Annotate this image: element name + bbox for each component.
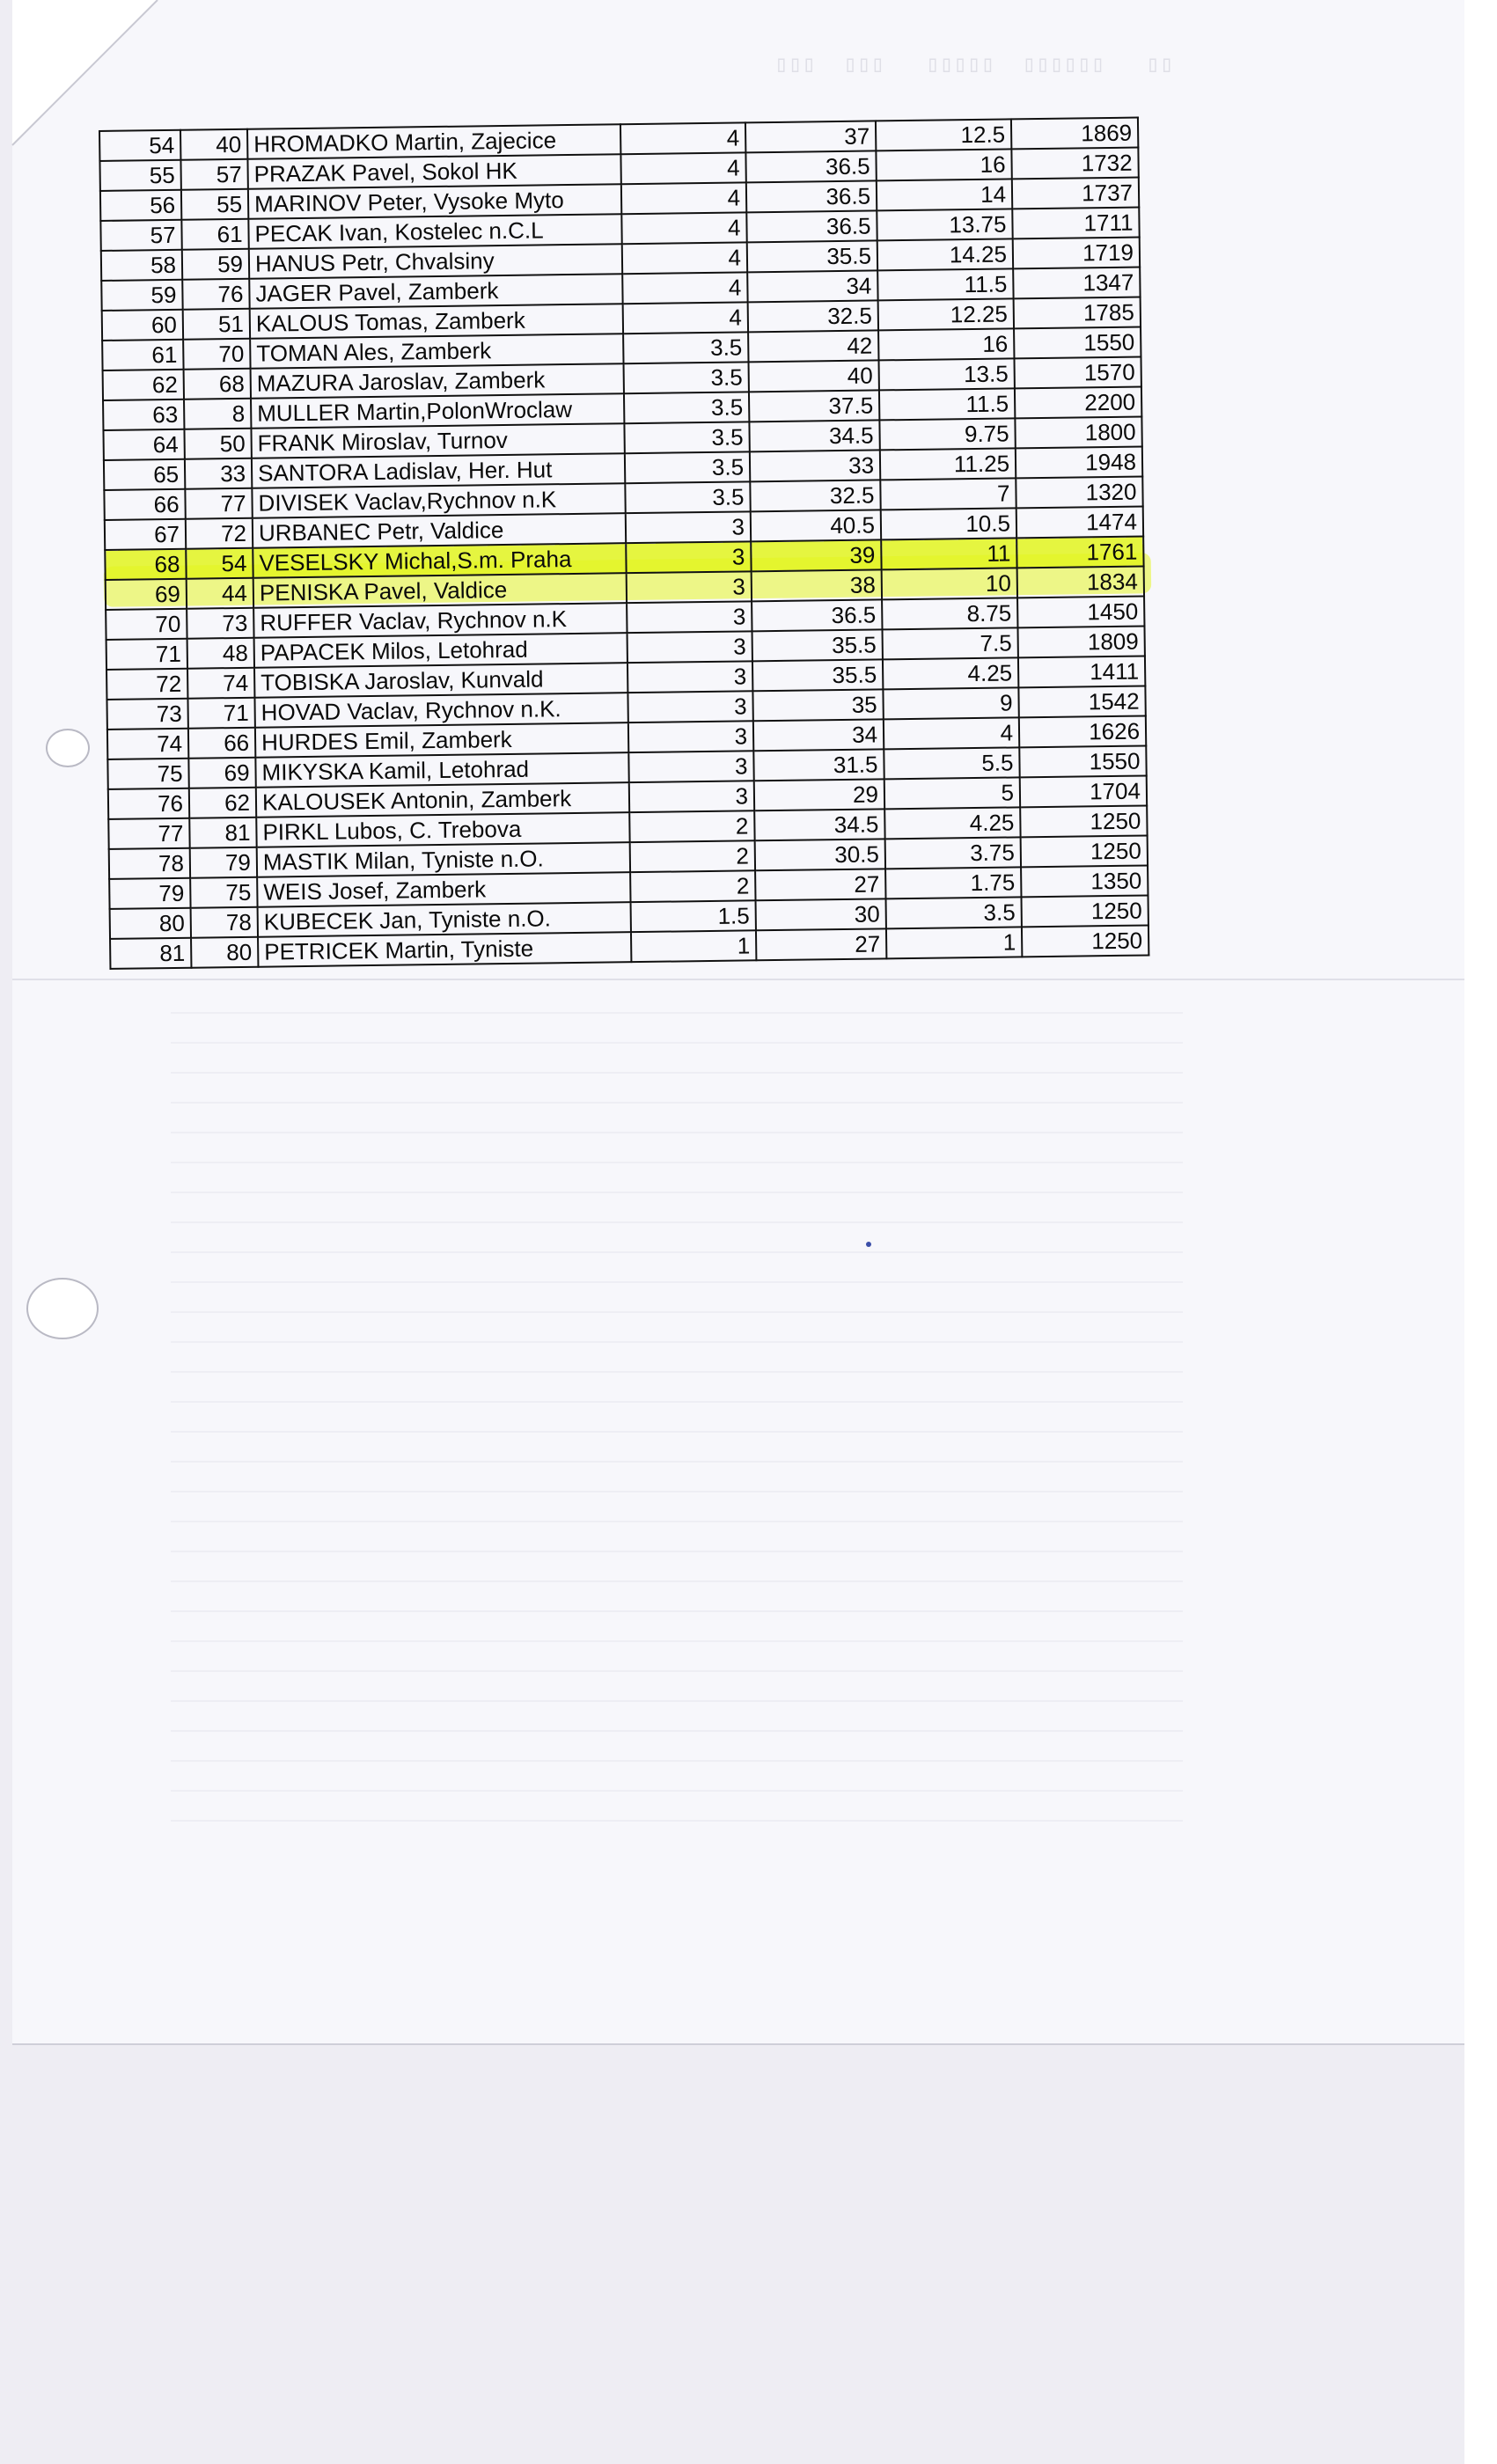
punch-hole-bottom (26, 1278, 99, 1339)
rating-cell: 1737 (1012, 178, 1139, 209)
player-name-cell: MAZURA Jaroslav, Zamberk (251, 363, 624, 399)
start-number-cell: 62 (189, 788, 256, 818)
start-number-cell: 75 (190, 877, 257, 908)
sonneborn-cell: 3.5 (886, 897, 1022, 928)
player-name-cell: URBANEC Petr, Valdice (253, 513, 626, 548)
buchholz-cell: 34.5 (754, 809, 884, 840)
points-cell: 3.5 (623, 332, 748, 363)
points-cell: 3 (627, 631, 752, 663)
sonneborn-cell: 10 (882, 568, 1017, 599)
player-name-cell: HOVAD Vaclav, Rychnov n.K. (254, 693, 627, 728)
points-cell: 2 (630, 870, 755, 902)
start-number-cell: 8 (184, 399, 251, 429)
buchholz-cell: 30.5 (755, 839, 885, 870)
start-number-cell: 54 (186, 548, 253, 579)
rating-cell: 1834 (1017, 566, 1144, 598)
buchholz-cell: 35.5 (752, 659, 883, 691)
points-cell: 3.5 (625, 451, 750, 483)
rank-cell: 75 (107, 759, 188, 789)
rating-cell: 1869 (1011, 118, 1138, 150)
rating-cell: 1250 (1021, 835, 1148, 867)
player-name-cell: HROMADKO Martin, Zajecice (247, 124, 620, 159)
start-number-cell: 80 (191, 937, 258, 968)
rank-cell: 70 (106, 609, 187, 640)
rank-cell: 58 (101, 250, 182, 281)
player-name-cell: KALOUSEK Antonin, Zamberk (256, 782, 629, 818)
rank-cell: 71 (106, 639, 187, 670)
start-number-cell: 55 (181, 189, 248, 220)
points-cell: 3 (628, 721, 753, 752)
rating-cell: 1250 (1020, 805, 1147, 837)
buchholz-cell: 33 (750, 450, 880, 481)
rating-cell: 1570 (1014, 357, 1141, 389)
results-table (99, 117, 1149, 970)
start-number-cell: 48 (187, 638, 254, 669)
player-name-cell: FRANK Miroslav, Turnov (251, 423, 624, 458)
player-name-cell: RUFFER Vaclav, Rychnov n.K (253, 603, 627, 638)
points-cell: 3.5 (624, 362, 749, 393)
start-number-cell: 79 (190, 847, 257, 878)
buchholz-cell: 36.5 (746, 210, 877, 242)
buchholz-cell: 29 (754, 779, 884, 810)
buchholz-cell: 30 (756, 898, 886, 930)
rank-cell: 69 (106, 579, 187, 610)
rank-cell: 60 (102, 310, 183, 341)
rating-cell: 1719 (1013, 238, 1140, 269)
rank-cell: 54 (99, 130, 180, 161)
buchholz-cell: 36.5 (745, 150, 876, 182)
buchholz-cell: 32.5 (748, 300, 878, 332)
rating-cell: 1785 (1014, 297, 1141, 329)
player-name-cell: TOBISKA Jaroslav, Kunvald (254, 663, 627, 698)
sonneborn-cell: 11.5 (879, 388, 1015, 420)
start-number-cell: 44 (187, 578, 253, 609)
buchholz-cell: 37 (745, 121, 876, 152)
start-number-cell: 76 (182, 279, 249, 310)
start-number-cell: 68 (184, 369, 251, 400)
points-cell: 3.5 (625, 481, 750, 513)
points-cell: 4 (620, 152, 745, 184)
points-cell: 3 (626, 511, 751, 543)
sonneborn-cell: 9 (883, 687, 1018, 719)
sonneborn-cell: 7.5 (883, 627, 1018, 659)
rank-cell: 76 (108, 788, 189, 819)
points-cell: 2 (630, 840, 755, 872)
player-name-cell: PRAZAK Pavel, Sokol HK (247, 154, 620, 189)
rating-cell: 1809 (1017, 626, 1144, 657)
start-number-cell: 69 (188, 758, 255, 788)
sonneborn-cell: 3.75 (885, 837, 1021, 869)
rating-cell: 1250 (1021, 895, 1148, 927)
start-number-cell: 70 (183, 339, 250, 370)
buchholz-cell: 35 (752, 689, 883, 721)
player-name-cell: MIKYSKA Kamil, Letohrad (255, 752, 628, 788)
sonneborn-cell: 4 (884, 717, 1019, 749)
player-name-cell: MARINOV Peter, Vysoke Myto (248, 184, 621, 219)
rank-cell: 55 (99, 160, 180, 191)
rating-cell: 1711 (1012, 208, 1139, 239)
player-name-cell: KUBECEK Jan, Tyniste n.O. (258, 902, 631, 937)
sonneborn-cell: 14.25 (877, 238, 1013, 270)
sonneborn-cell: 1 (886, 927, 1022, 958)
player-name-cell: MASTIK Milan, Tyniste n.O. (257, 842, 630, 877)
rank-cell: 80 (110, 908, 191, 939)
rank-cell: 63 (103, 400, 184, 430)
player-name-cell: PETRICEK Martin, Tyniste (258, 932, 631, 967)
player-name-cell: MULLER Martin,PolonWroclaw (251, 393, 624, 429)
rating-cell: 1542 (1018, 686, 1145, 717)
player-name-cell: WEIS Josef, Zamberk (257, 872, 630, 907)
player-name-cell: HANUS Petr, Chvalsiny (249, 244, 622, 279)
rank-cell: 64 (103, 429, 184, 460)
sonneborn-cell: 12.5 (876, 119, 1011, 150)
sonneborn-cell: 11 (881, 538, 1016, 569)
fold-crease (12, 979, 1464, 980)
results-rows (99, 118, 1148, 969)
rank-cell: 65 (104, 459, 185, 490)
start-number-cell: 59 (182, 249, 249, 280)
points-cell: 3.5 (624, 392, 749, 423)
buchholz-cell: 27 (756, 928, 886, 960)
sonneborn-cell: 16 (878, 328, 1014, 360)
rank-cell: 73 (106, 699, 187, 730)
start-number-cell: 71 (187, 698, 254, 729)
buchholz-cell: 36.5 (752, 599, 882, 631)
start-number-cell: 57 (180, 159, 247, 190)
rank-cell: 68 (105, 549, 186, 580)
sonneborn-cell: 11.5 (877, 268, 1013, 300)
points-cell: 4 (620, 122, 745, 154)
buchholz-cell: 38 (752, 569, 882, 601)
sonneborn-cell: 9.75 (879, 418, 1015, 450)
rating-cell: 1948 (1016, 447, 1142, 479)
rating-cell: 1320 (1016, 477, 1142, 509)
start-number-cell: 74 (187, 668, 254, 699)
sonneborn-cell: 5.5 (884, 747, 1019, 779)
points-cell: 2 (629, 810, 754, 842)
start-number-cell: 61 (181, 219, 248, 250)
start-number-cell: 72 (186, 518, 253, 549)
rating-cell: 1800 (1015, 417, 1141, 449)
sonneborn-cell: 12.25 (878, 298, 1014, 330)
buchholz-cell: 31.5 (753, 749, 884, 781)
player-name-cell: DIVISEK Vaclav,Rychnov n.K (252, 483, 625, 518)
rank-cell: 59 (101, 280, 182, 311)
buchholz-cell: 40.5 (751, 510, 881, 541)
rating-cell: 2200 (1015, 387, 1141, 419)
sonneborn-cell: 4.25 (883, 657, 1018, 689)
player-name-cell: SANTORA Ladislav, Her. Hut (252, 453, 625, 488)
sonneborn-cell: 16 (876, 149, 1011, 180)
points-cell: 3 (628, 751, 753, 782)
player-name-cell: TOMAN Ales, Zamberk (250, 334, 623, 369)
points-cell: 4 (621, 212, 746, 244)
points-cell: 3 (627, 661, 752, 693)
start-number-cell: 81 (189, 818, 256, 848)
buchholz-cell: 35.5 (747, 240, 877, 272)
buchholz-cell: 36.5 (746, 180, 877, 212)
points-cell: 1 (631, 930, 756, 962)
start-number-cell: 51 (183, 309, 250, 340)
player-name-cell: JAGER Pavel, Zamberk (249, 274, 622, 309)
sonneborn-cell: 14 (877, 179, 1012, 210)
player-name-cell: PAPACEK Milos, Letohrad (254, 633, 627, 668)
rank-cell: 61 (102, 340, 183, 370)
rating-cell: 1450 (1017, 596, 1144, 627)
points-cell: 3 (626, 541, 751, 573)
rating-cell: 1474 (1016, 507, 1143, 539)
sonneborn-cell: 13.5 (878, 358, 1014, 390)
rating-cell: 1732 (1011, 148, 1138, 180)
player-name-cell: KALOUS Tomas, Zamberk (250, 304, 623, 339)
rank-cell: 67 (105, 519, 186, 550)
buchholz-cell: 34 (753, 719, 884, 751)
rank-cell: 72 (106, 669, 187, 700)
show-through-lines (171, 1012, 1183, 1848)
points-cell: 1.5 (631, 900, 756, 932)
buchholz-cell: 34.5 (749, 420, 879, 451)
points-cell: 3 (629, 781, 754, 812)
sonneborn-cell: 1.75 (885, 867, 1021, 898)
rank-cell: 79 (109, 878, 190, 909)
sonneborn-cell: 10.5 (881, 508, 1016, 539)
buchholz-cell: 42 (748, 330, 878, 362)
rating-cell: 1350 (1021, 865, 1148, 897)
buchholz-cell: 34 (747, 270, 877, 302)
rank-cell: 74 (107, 729, 188, 759)
buchholz-cell: 39 (751, 539, 881, 571)
player-name-cell: PECAK Ivan, Kostelec n.C.L (248, 214, 621, 249)
rating-cell: 1761 (1016, 537, 1143, 568)
points-cell: 4 (622, 272, 747, 304)
rank-cell: 81 (110, 938, 191, 969)
sonneborn-cell: 5 (884, 777, 1020, 809)
player-name-cell: PENISKA Pavel, Valdice (253, 573, 627, 608)
sonneborn-cell: 8.75 (882, 598, 1017, 629)
buchholz-cell: 35.5 (752, 629, 883, 661)
points-cell: 3 (627, 691, 752, 722)
rank-cell: 78 (109, 848, 190, 879)
rank-cell: 62 (103, 370, 184, 400)
start-number-cell: 73 (187, 608, 253, 639)
buchholz-cell: 37.5 (749, 390, 879, 422)
show-through-ghost: ▯▯ ▯▯▯▯▯▯ ▯▯▯▯▯ ▯▯▯ ▯▯▯ (774, 52, 1174, 78)
buchholz-cell: 32.5 (750, 480, 880, 511)
buchholz-cell: 27 (755, 869, 885, 900)
rating-cell: 1550 (1014, 327, 1141, 359)
sonneborn-cell: 11.25 (880, 448, 1016, 480)
rank-cell: 57 (100, 220, 181, 251)
start-number-cell: 66 (188, 728, 255, 759)
player-name-cell: PIRKL Lubos, C. Trebova (256, 812, 629, 847)
points-cell: 3.5 (624, 422, 749, 453)
points-cell: 4 (621, 182, 746, 214)
sonneborn-cell: 4.25 (884, 807, 1020, 839)
rating-cell: 1704 (1020, 775, 1147, 807)
points-cell: 3 (627, 601, 752, 633)
punch-hole-top (46, 729, 90, 767)
player-name-cell: HURDES Emil, Zamberk (255, 722, 628, 758)
sonneborn-cell: 7 (880, 478, 1016, 510)
rating-cell: 1550 (1019, 745, 1146, 777)
rating-cell: 1626 (1019, 715, 1146, 747)
points-cell: 4 (623, 302, 748, 334)
rating-cell: 1347 (1013, 268, 1140, 299)
buchholz-cell: 40 (749, 360, 879, 392)
rank-cell: 56 (100, 190, 181, 221)
results-table-wrap (99, 117, 1148, 970)
start-number-cell: 78 (191, 907, 258, 938)
ink-speck (866, 1242, 871, 1247)
rank-cell: 77 (108, 818, 189, 849)
start-number-cell: 40 (180, 129, 247, 160)
rank-cell: 66 (104, 489, 185, 520)
start-number-cell: 77 (185, 488, 252, 519)
player-name-cell: VESELSKY Michal,S.m. Praha (253, 543, 626, 578)
start-number-cell: 50 (184, 429, 251, 459)
points-cell: 4 (622, 242, 747, 274)
points-cell: 3 (627, 571, 752, 603)
rating-cell: 1411 (1018, 656, 1145, 687)
page-edge (1464, 0, 1497, 2464)
sonneborn-cell: 13.75 (877, 209, 1012, 240)
start-number-cell: 33 (185, 458, 252, 489)
rating-cell: 1250 (1022, 925, 1148, 957)
